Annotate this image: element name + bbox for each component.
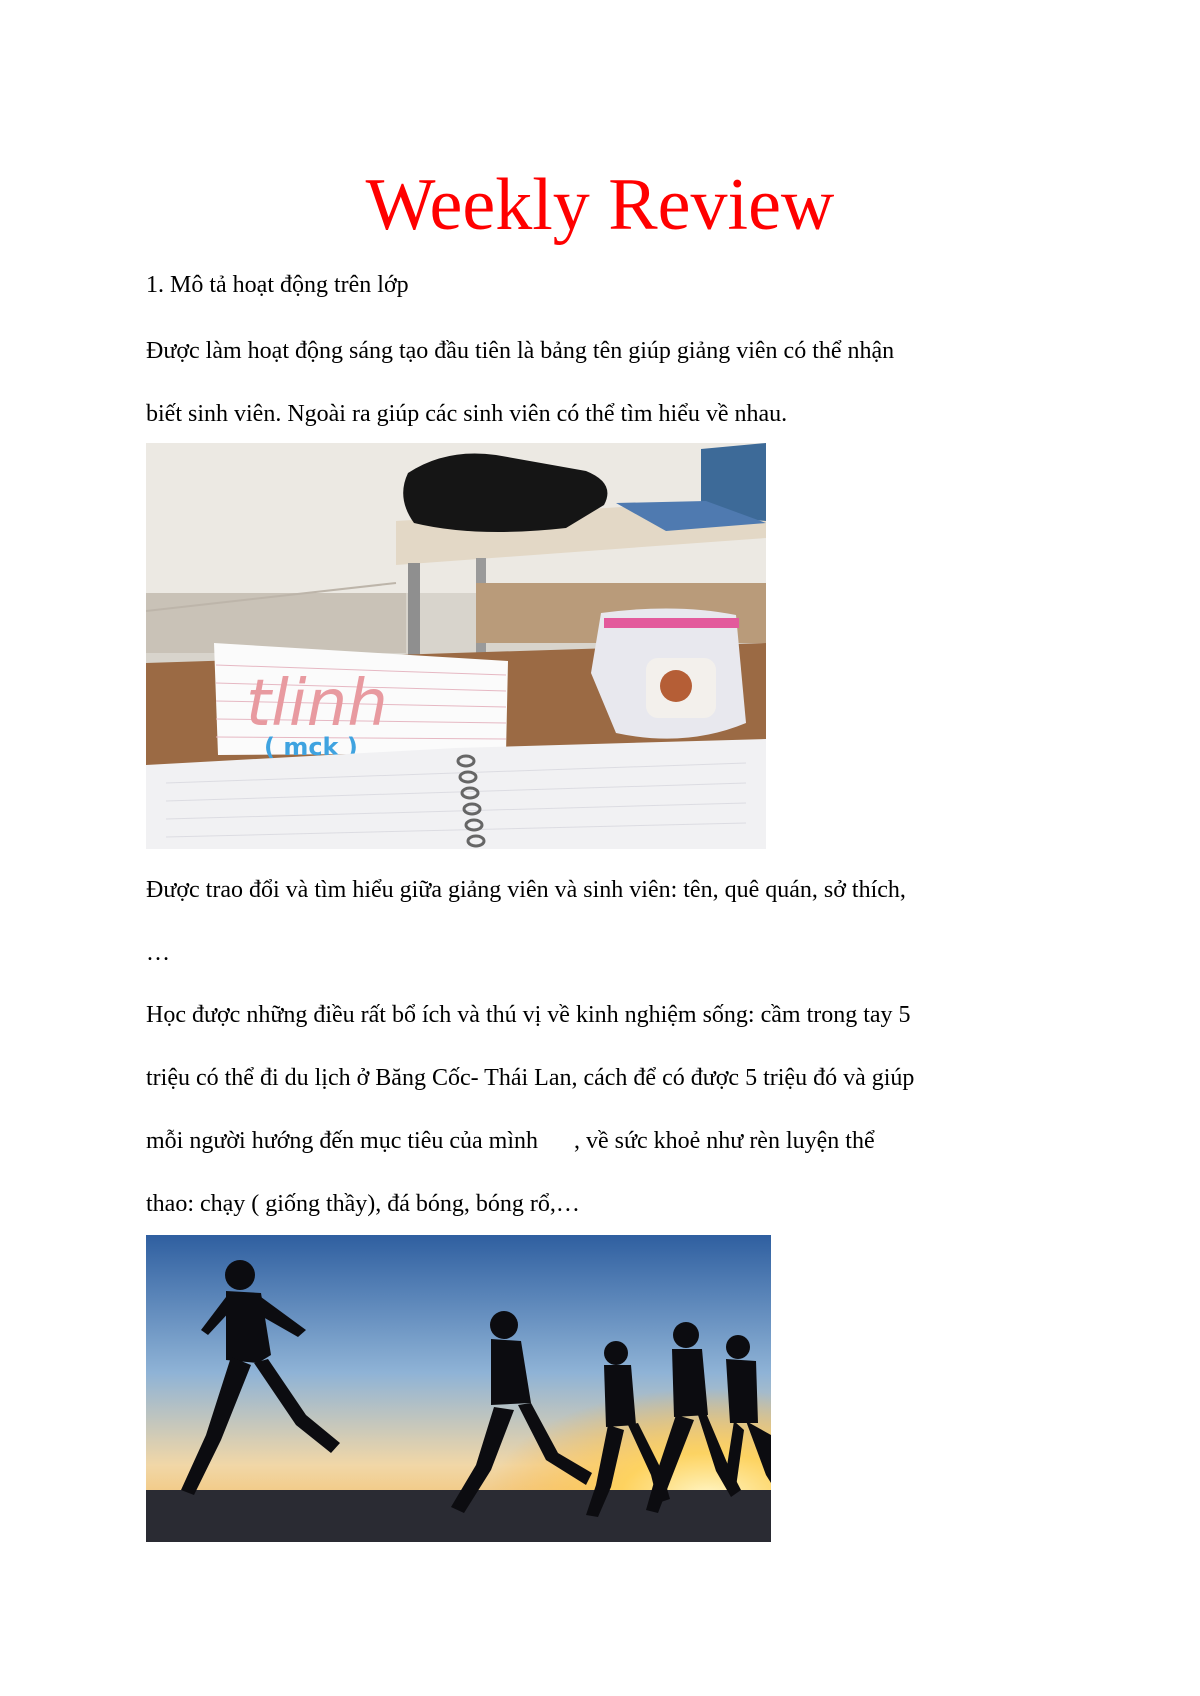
section-heading: 1. Mô tả hoạt động trên lớp: [146, 272, 409, 298]
paragraph-line: biết sinh viên. Ngoài ra giúp các sinh viên có thể tìm hiểu về nhau.: [146, 401, 788, 427]
name-card-subtext: ( mck ): [264, 733, 358, 761]
paragraph-line: Được trao đổi và tìm hiểu giữa giảng viên và sinh viên: tên, quê quán, sở thích,: [146, 877, 906, 903]
name-card-text: tlinh: [246, 667, 388, 741]
paragraph-line: Được làm hoạt động sáng tạo đầu tiên là bảng tên giúp giảng viên có thể nhận: [146, 338, 895, 364]
paragraph-line: triệu có thể đi du lịch ở Băng Cốc- Thái Lan, cách để có được 5 triệu đó và giúp: [146, 1065, 915, 1091]
paragraph-line: mỗi người hướng đến mục tiêu của mình , về sức khoẻ như rèn luyện thể: [146, 1128, 875, 1154]
classroom-name-card-photo: [146, 443, 766, 849]
paragraph-line: …: [146, 940, 170, 966]
runners-silhouette-photo: [146, 1235, 771, 1542]
paragraph-line: Học được những điều rất bổ ích và thú vị về kinh nghiệm sống: cầm trong tay 5: [146, 1002, 911, 1028]
paragraph-line: thao: chạy ( giống thầy), đá bóng, bóng rổ,…: [146, 1191, 580, 1217]
page-title: Weekly Review: [365, 164, 835, 246]
